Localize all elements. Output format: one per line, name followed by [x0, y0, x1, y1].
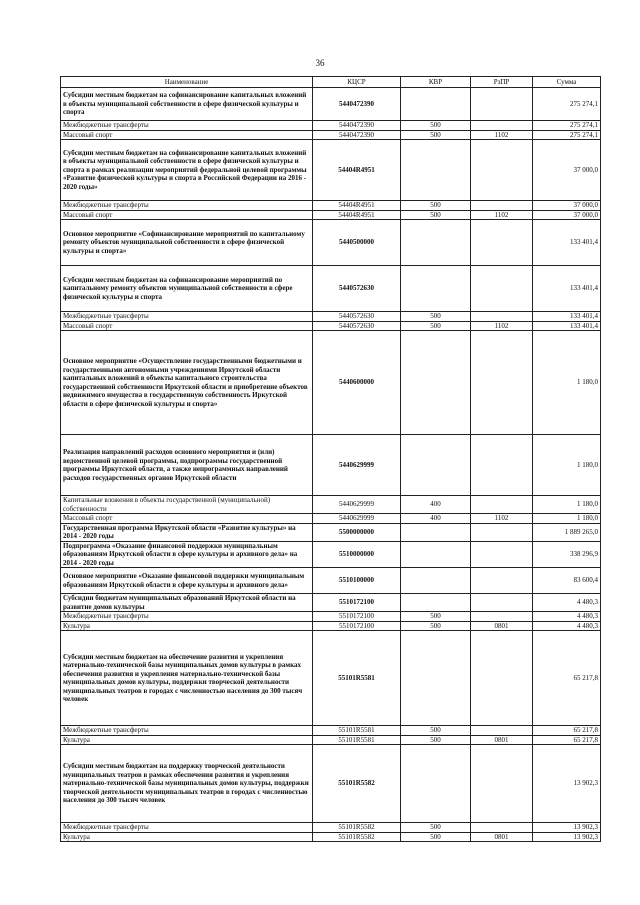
row-rzpr [471, 594, 533, 612]
row-name: Культура [61, 735, 313, 745]
row-code: 54404R4951 [313, 210, 401, 220]
row-name: Культура [61, 832, 313, 842]
row-rzpr [471, 541, 533, 568]
row-code: 5500000000 [313, 523, 401, 541]
row-code: 54404R4951 [313, 140, 401, 201]
table-body [61, 88, 601, 842]
row-name: Государственная программа Иркутской области «Развитие культуры» на 2014 - 2020 годы [61, 523, 313, 541]
table-row [61, 823, 601, 833]
table-row [61, 568, 601, 594]
row-sum: 37 000,0 [533, 140, 601, 201]
row-sum: 1 180,0 [533, 496, 601, 514]
row-rzpr [471, 612, 533, 622]
table-row [61, 541, 601, 568]
row-name: Субсидии местным бюджетам на софинансирование мероприятий по капитальному ремонту объектов муниципальной собственности в сфере физической культуры и спорта [61, 266, 313, 312]
row-name: Межбюджетные трансферты [61, 823, 313, 833]
table-row [61, 612, 601, 622]
table-row [61, 621, 601, 631]
table-row [61, 88, 601, 121]
row-rzpr [471, 88, 533, 121]
table-row [61, 321, 601, 331]
row-code: 5440472390 [313, 121, 401, 131]
header-code: КЦСР [313, 77, 401, 88]
row-kvr: 400 [401, 514, 471, 524]
row-sum: 13 902,3 [533, 832, 601, 842]
row-kvr: 500 [401, 621, 471, 631]
row-code: 5440629999 [313, 435, 401, 496]
page-number: 36 [315, 58, 325, 68]
row-sum: 65 217,8 [533, 726, 601, 736]
row-code: 5510172100 [313, 594, 401, 612]
header-sum: Сумма [533, 77, 601, 88]
row-sum: 83 600,4 [533, 568, 601, 594]
row-name: Основное мероприятие «Софинансирование мероприятий по капитальному ремонту объектов муниципальной собственности в сфере физической культуры и спорта» [61, 220, 313, 266]
row-name: Субсидии местным бюджетам на поддержку творческой деятельности муниципальных театров в рамках обеспечения развития и укрепления материально-технической базы муниципальных домов культуры, поддержки творческой деятельности муниципальных театров в городах с численностью населения до 300 тысяч человек [61, 745, 313, 823]
row-kvr [401, 88, 471, 121]
row-rzpr [471, 631, 533, 726]
row-kvr: 500 [401, 312, 471, 322]
row-code: 55101R5582 [313, 832, 401, 842]
row-sum: 4 480,3 [533, 612, 601, 622]
row-sum: 133 401,4 [533, 321, 601, 331]
row-rzpr [471, 121, 533, 131]
table-row [61, 631, 601, 726]
row-rzpr [471, 745, 533, 823]
row-name: Межбюджетные трансферты [61, 121, 313, 131]
row-sum: 13 902,3 [533, 745, 601, 823]
row-sum: 275 274,1 [533, 121, 601, 131]
row-kvr: 500 [401, 823, 471, 833]
row-code: 5510000000 [313, 541, 401, 568]
row-rzpr [471, 201, 533, 211]
row-kvr [401, 523, 471, 541]
row-sum: 37 000,0 [533, 201, 601, 211]
row-code: 55101R5581 [313, 735, 401, 745]
table-row [61, 201, 601, 211]
row-code: 5440629999 [313, 514, 401, 524]
table-row [61, 210, 601, 220]
row-code: 5440472390 [313, 88, 401, 121]
row-kvr: 500 [401, 130, 471, 140]
budget-table [60, 76, 601, 842]
row-name: Массовый спорт [61, 321, 313, 331]
row-code: 55101R5581 [313, 726, 401, 736]
table-row [61, 523, 601, 541]
row-sum: 13 902,3 [533, 823, 601, 833]
table-row [61, 745, 601, 823]
row-name: Межбюджетные трансферты [61, 201, 313, 211]
table-row [61, 514, 601, 524]
row-code: 5510172100 [313, 612, 401, 622]
row-rzpr [471, 823, 533, 833]
row-kvr [401, 594, 471, 612]
row-rzpr [471, 266, 533, 312]
row-code: 55101R5582 [313, 823, 401, 833]
row-name: Субсидии местным бюджетам на софинансирование капитальных вложений в объекты муниципальной собственности в сфере физической культуры и спорта в рамках реализации мероприятий федеральной целевой программы «Развитие физической культуры и спорта в Российской Федерации на 2016 - 2020 годы» [61, 140, 313, 201]
row-kvr: 500 [401, 210, 471, 220]
row-kvr: 500 [401, 735, 471, 745]
table-row [61, 832, 601, 842]
row-sum: 37 000,0 [533, 210, 601, 220]
row-name: Межбюджетные трансферты [61, 726, 313, 736]
row-name: Массовый спорт [61, 514, 313, 524]
row-name: Субсидии местным бюджетам на обеспечение развития и укрепления материально-технической базы муниципальных домов культуры в рамках обеспечения развития и укрепления материально-технической базы муниципальных домов культуры, поддержки творческой деятельности муниципальных театров в городах с численностью населения до 300 тысяч человек [61, 631, 313, 726]
row-code: 5440572630 [313, 312, 401, 322]
row-code: 5440572630 [313, 266, 401, 312]
table-row [61, 220, 601, 266]
row-rzpr [471, 568, 533, 594]
row-name: Подпрограмма «Оказание финансовой поддержки муниципальным образованиям Иркутской области в сфере культуры и архивного дела» на 2014 - 2020 годы [61, 541, 313, 568]
row-rzpr [471, 220, 533, 266]
row-code: 55101R5582 [313, 745, 401, 823]
table-row [61, 735, 601, 745]
header-rzpr: РзПР [471, 77, 533, 88]
row-rzpr: 0801 [471, 735, 533, 745]
row-rzpr: 1102 [471, 514, 533, 524]
row-rzpr [471, 523, 533, 541]
table-row [61, 312, 601, 322]
row-rzpr [471, 331, 533, 435]
row-name: Реализация направлений расходов основного мероприятия и (или) ведомственной целевой программы, подпрограммы государственной программы Иркутской области, а также непрограммных направлений расходов государственных органов Иркутской области [61, 435, 313, 496]
row-code: 55101R5581 [313, 631, 401, 726]
row-sum: 65 217,8 [533, 735, 601, 745]
row-kvr: 500 [401, 726, 471, 736]
row-code: 5510172100 [313, 621, 401, 631]
row-kvr [401, 220, 471, 266]
table-header-row [61, 77, 601, 88]
row-rzpr: 1102 [471, 210, 533, 220]
row-name: Массовый спорт [61, 130, 313, 140]
header-name: Наименование [61, 77, 313, 88]
table-row [61, 496, 601, 514]
row-rzpr: 1102 [471, 321, 533, 331]
row-sum: 4 480,3 [533, 594, 601, 612]
row-kvr [401, 435, 471, 496]
row-rzpr [471, 435, 533, 496]
row-name: Культура [61, 621, 313, 631]
row-sum: 1 180,0 [533, 435, 601, 496]
row-kvr: 500 [401, 321, 471, 331]
table-row [61, 121, 601, 131]
row-name: Субсидии бюджетам муниципальных образований Иркутской области на развитие домов культуры [61, 594, 313, 612]
row-rzpr [471, 140, 533, 201]
row-sum: 4 480,3 [533, 621, 601, 631]
row-sum: 338 296,9 [533, 541, 601, 568]
table-row [61, 594, 601, 612]
row-name: Массовый спорт [61, 210, 313, 220]
row-sum: 1 180,0 [533, 514, 601, 524]
row-name: Основное мероприятие «Осуществление государственными бюджетными и государственными автономными учреждениями Иркутской области капитальных вложений в объекты капитального строительства государственной собственности Иркутской области и приобретение объектов недвижимого имущества в государственную собственность Иркутской области в сфере физической культуры и спорта» [61, 331, 313, 435]
row-kvr: 500 [401, 612, 471, 622]
row-kvr [401, 266, 471, 312]
row-rzpr: 0801 [471, 832, 533, 842]
row-rzpr [471, 726, 533, 736]
row-sum: 275 274,1 [533, 130, 601, 140]
row-kvr: 500 [401, 121, 471, 131]
row-kvr: 500 [401, 832, 471, 842]
row-kvr [401, 745, 471, 823]
row-kvr: 500 [401, 201, 471, 211]
table-row [61, 331, 601, 435]
row-sum: 1 180,0 [533, 331, 601, 435]
row-code: 5440600000 [313, 331, 401, 435]
row-code: 5440629999 [313, 496, 401, 514]
row-rzpr [471, 496, 533, 514]
row-rzpr: 1102 [471, 130, 533, 140]
row-name: Основное мероприятие «Оказание финансовой поддержки муниципальным образованиям Иркутской области в сфере культуры и архивного дела» [61, 568, 313, 594]
row-rzpr [471, 312, 533, 322]
header-kvr: КВР [401, 77, 471, 88]
row-sum: 1 889 265,0 [533, 523, 601, 541]
row-kvr [401, 541, 471, 568]
table-row [61, 266, 601, 312]
row-code: 5440572630 [313, 321, 401, 331]
row-rzpr: 0801 [471, 621, 533, 631]
row-name: Межбюджетные трансферты [61, 612, 313, 622]
row-kvr [401, 568, 471, 594]
row-sum: 65 217,8 [533, 631, 601, 726]
row-kvr: 400 [401, 496, 471, 514]
row-name: Капитальные вложения в объекты государственной (муниципальной) собственности [61, 496, 313, 514]
row-name: Субсидии местным бюджетам на софинансирование капитальных вложений в объекты муниципальной собственности в сфере физической культуры и спорта [61, 88, 313, 121]
row-name: Межбюджетные трансферты [61, 312, 313, 322]
row-sum: 275 274,1 [533, 88, 601, 121]
row-code: 5440472390 [313, 130, 401, 140]
table-row [61, 140, 601, 201]
row-sum: 133 401,4 [533, 312, 601, 322]
row-code: 5510100000 [313, 568, 401, 594]
row-sum: 133 401,4 [533, 266, 601, 312]
row-kvr [401, 631, 471, 726]
row-kvr [401, 140, 471, 201]
table-row [61, 435, 601, 496]
table-row [61, 130, 601, 140]
row-code: 54404R4951 [313, 201, 401, 211]
table-row [61, 726, 601, 736]
row-code: 5440500000 [313, 220, 401, 266]
row-kvr [401, 331, 471, 435]
row-sum: 133 401,4 [533, 220, 601, 266]
